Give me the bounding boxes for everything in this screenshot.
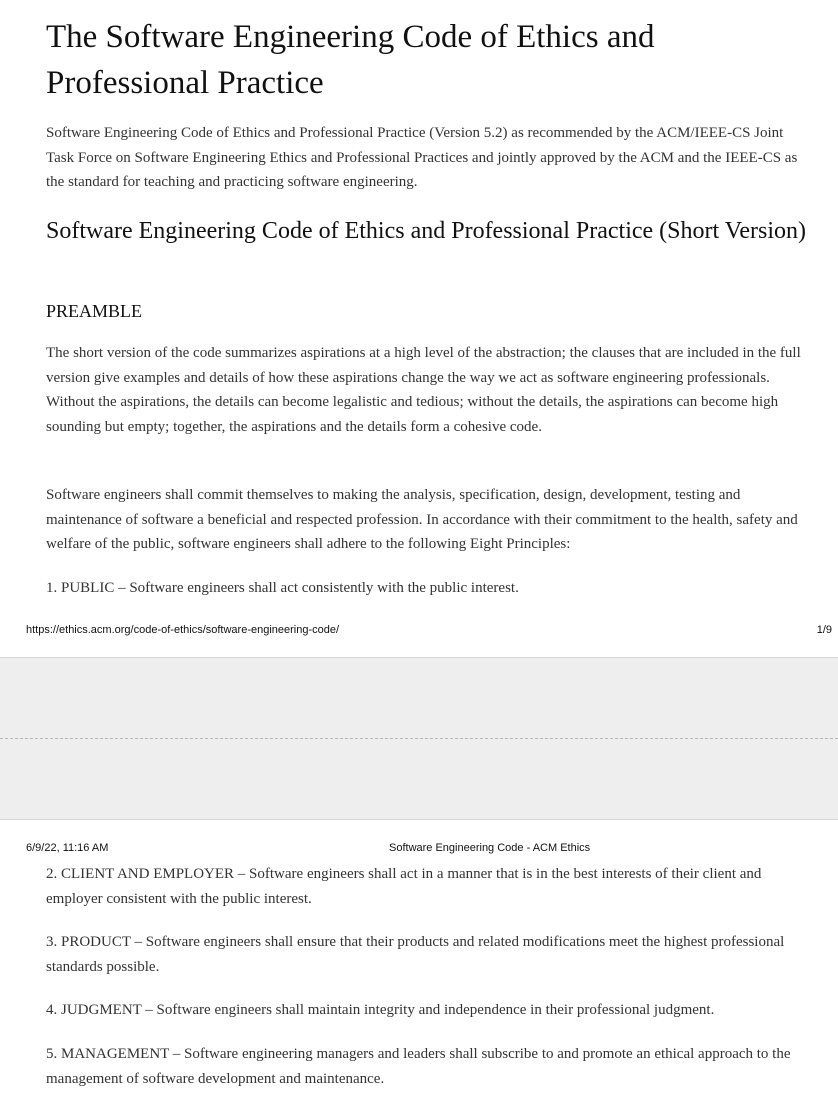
intro-paragraph: Software Engineering Code of Ethics and Professional Practice (Version 5.2) as recommended by the ACM/IEEE-CS Joint Task Force on Software Engineering Ethics and Professional Practices and jointly approved by the ACM and the IEEE-CS as the standard for teaching and practicing software engineering. <box>46 125 798 190</box>
page-two <box>0 819 838 1105</box>
page-gap <box>0 658 838 819</box>
principle-client-and-employer: 2. CLIENT AND EMPLOYER – Software engineers shall act in a manner that is in the best interests of their client and employer consistent with the public interest. <box>46 866 762 907</box>
principle-product: 3. PRODUCT – Software engineers shall ensure that their products and related modifications meet the highest professional standards possible. <box>46 934 785 975</box>
principle-public: 1. PUBLIC – Software engineers shall act consistently with the public interest. <box>46 580 519 596</box>
short-version-heading: Software Engineering Code of Ethics and Professional Practice (Short Version) <box>46 218 807 244</box>
preamble-heading: PREAMBLE <box>46 301 143 321</box>
preamble-paragraph-2: Software engineers shall commit themselves to making the analysis, specification, design, development, testing and maintenance of software a beneficial and respected profession. In accordance with their commitment to the health, safety and welfare of the public, software engineers shall adhere to the following Eight Principles: <box>46 487 798 552</box>
page-break-divider <box>0 738 838 739</box>
footer-url: https://ethics.acm.org/code-of-ethics/software-engineering-code/ <box>26 624 340 636</box>
footer-page-number: 1/9 <box>816 624 832 636</box>
principle-judgment: 4. JUDGMENT – Software engineers shall maintain integrity and independence in their professional judgment. <box>46 1002 715 1018</box>
principle-management: 5. MANAGEMENT – Software engineering managers and leaders shall subscribe to and promote an ethical approach to the management of software development and maintenance. <box>46 1046 791 1087</box>
preamble-paragraph-1: The short version of the code summarizes aspirations at a high level of the abstraction; the clauses that are included in the full version give examples and details of how these aspirations change the way we act as software engineering professionals. Without the aspirations, the details can become legalistic and tedious; without the details, the aspirations can become high sounding but empty; together, the aspirations and the details form a cohesive code. <box>46 345 801 435</box>
header-title: Software Engineering Code - ACM Ethics <box>389 842 591 854</box>
page-title: The Software Engineering Code of Ethics and Professional Practice <box>46 19 655 101</box>
header-date: 6/9/22, 11:16 AM <box>26 842 109 854</box>
